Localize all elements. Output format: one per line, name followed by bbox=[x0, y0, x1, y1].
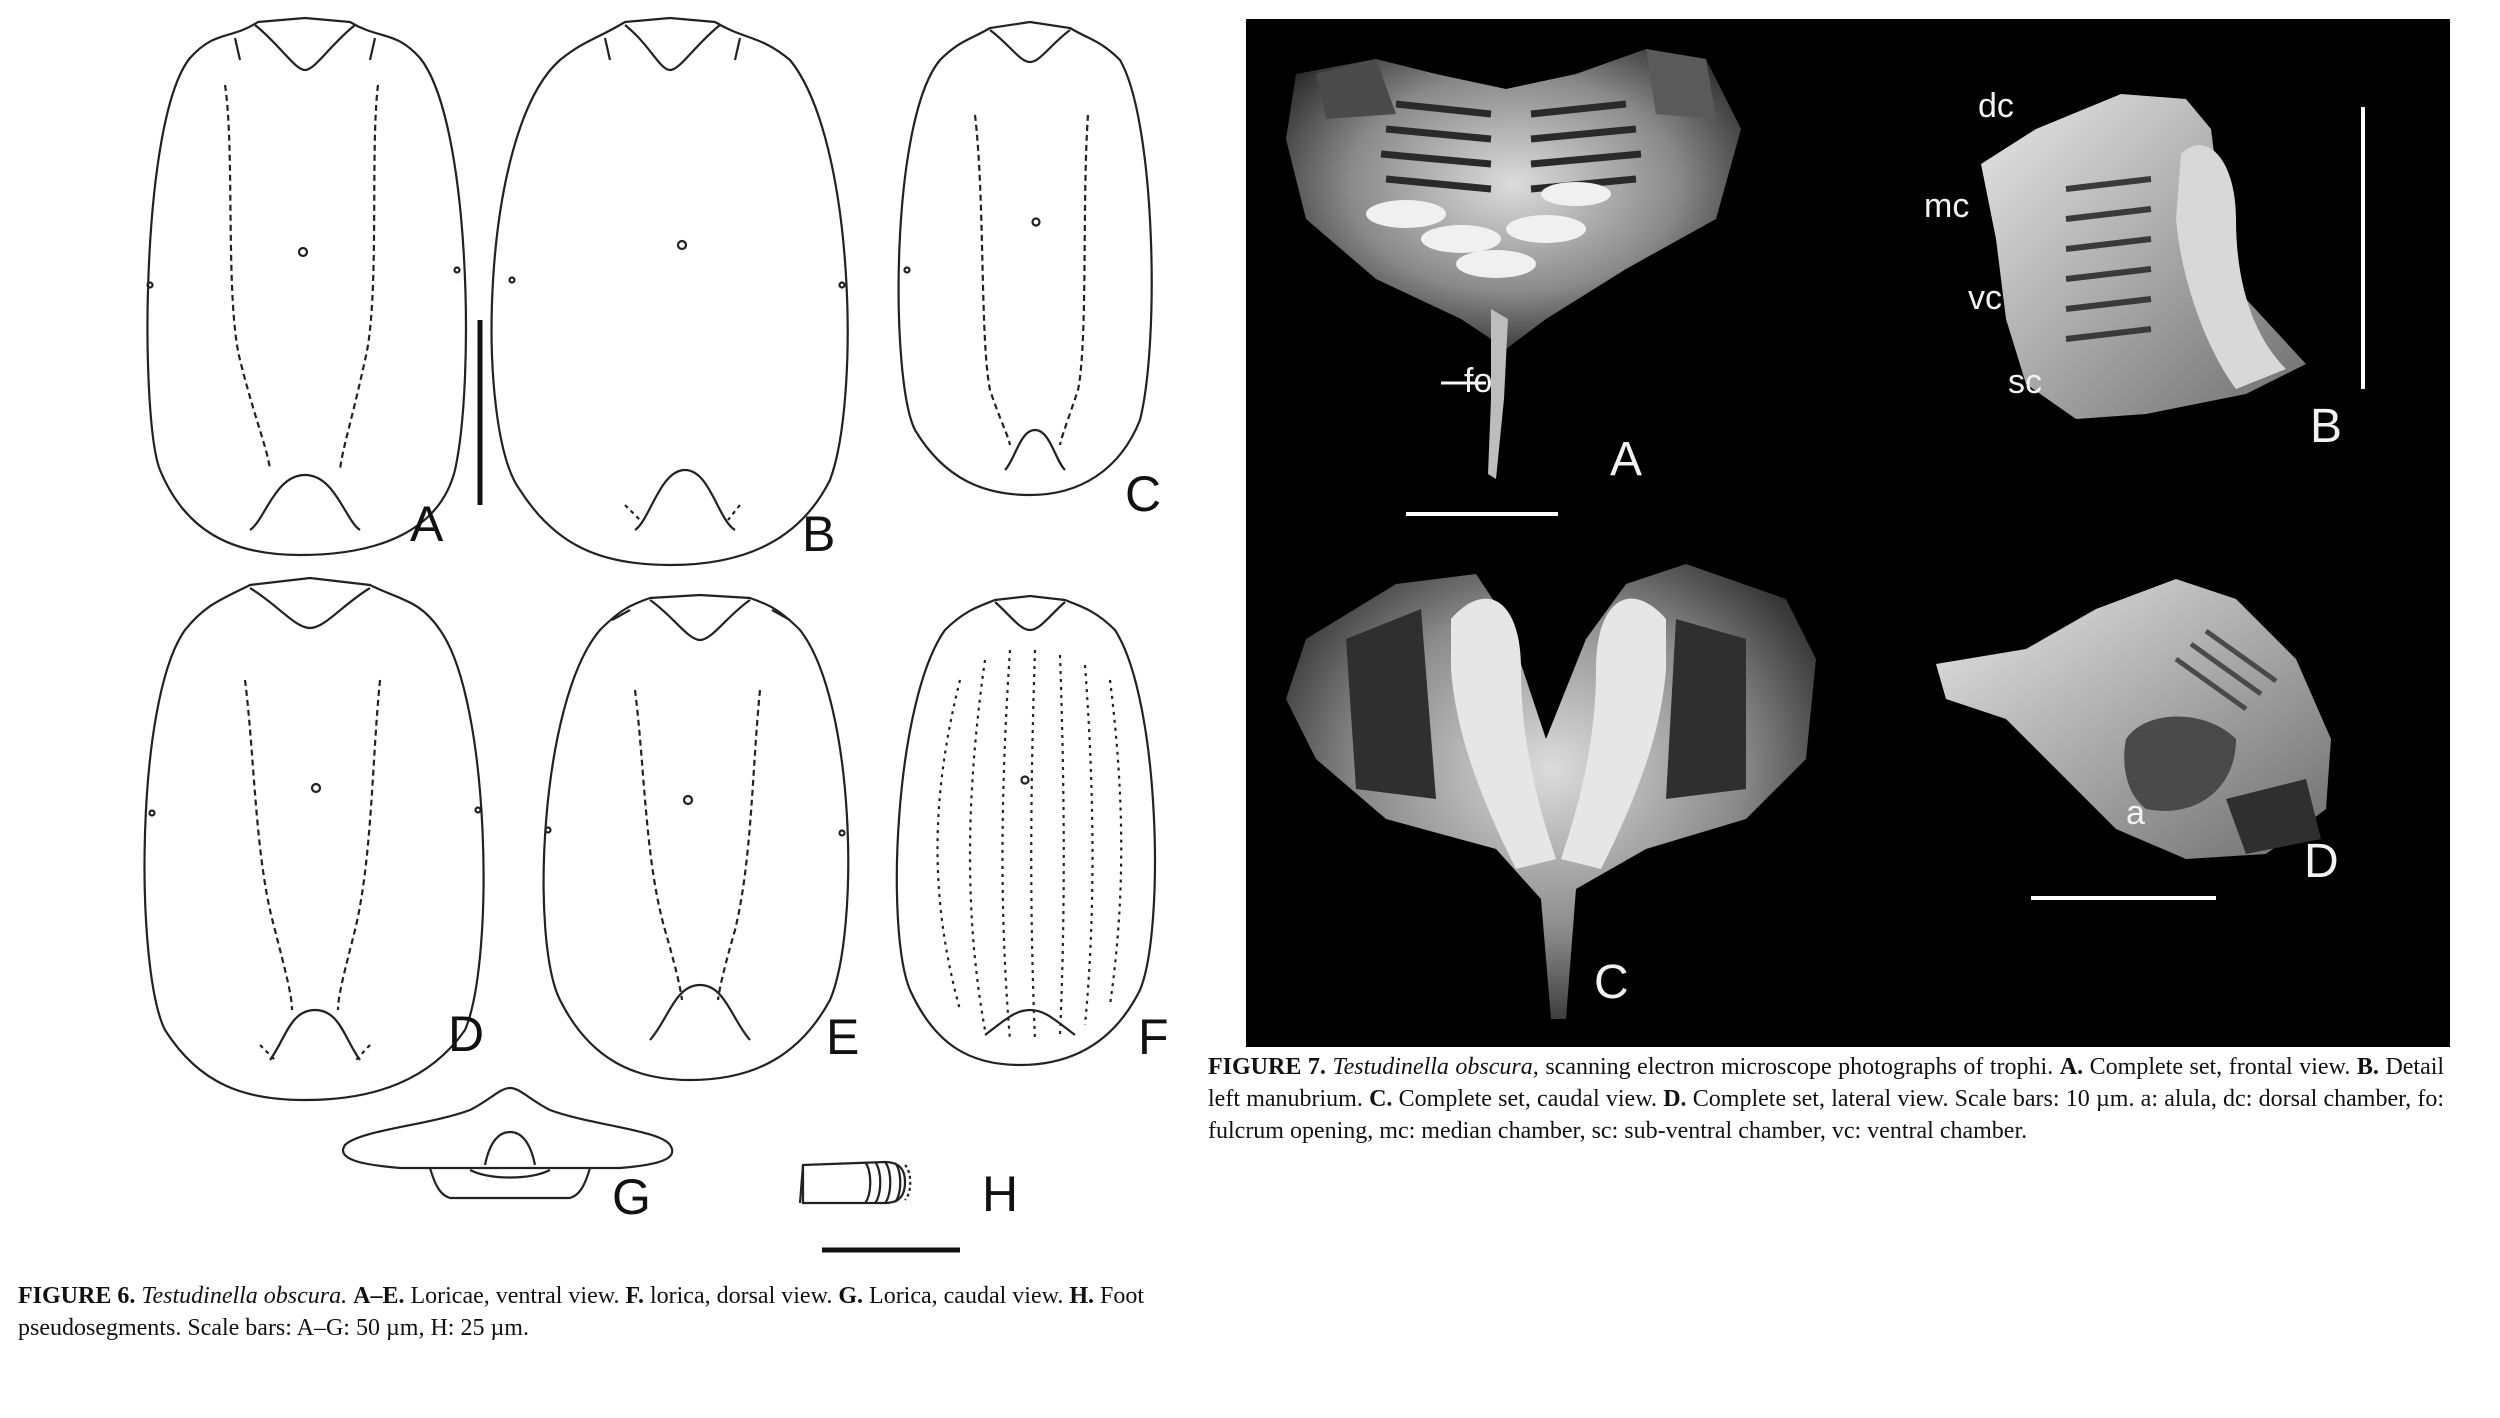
figure6-caption-h-text-2: pseudosegments. Scale bars: A–G: 50 µm, H: 25 µm. bbox=[18, 1315, 529, 1341]
figure6-caption-g-text: Lorica, caudal view. bbox=[869, 1283, 1064, 1309]
figure6-caption-ae-text: Loricae, ventral view. bbox=[410, 1283, 620, 1309]
lorica-drawing-d bbox=[145, 578, 484, 1100]
figure7-caption-b-text: Detail left manubrium. bbox=[1208, 1054, 2445, 1112]
lorica-drawing-a bbox=[148, 18, 466, 555]
lorica-drawing-f bbox=[897, 596, 1155, 1065]
figure7-sem-panel bbox=[1246, 19, 2450, 1047]
fig7-label-b: B bbox=[2310, 400, 2343, 453]
fig6-label-a: A bbox=[410, 496, 444, 552]
figure7-caption-species: Testudinella obscura, bbox=[1332, 1054, 1539, 1080]
figure7-caption-a-label: A. bbox=[2059, 1054, 2084, 1080]
annotation-vc: vc bbox=[1968, 279, 2002, 317]
lorica-drawing-c bbox=[899, 22, 1152, 495]
foot-pseudosegments-drawing-h bbox=[800, 1162, 910, 1203]
figure6-caption-f-text: lorica, dorsal view. bbox=[649, 1283, 833, 1309]
figure6-caption-h-label: H. bbox=[1069, 1283, 1095, 1309]
figure6-caption-ae-label: A–E. bbox=[353, 1283, 405, 1309]
figure7-caption-c-label: C. bbox=[1369, 1086, 1393, 1112]
figure7-caption-label: FIGURE 7. bbox=[1208, 1054, 1326, 1080]
fig6-label-c: C bbox=[1125, 466, 1162, 522]
sem-photographs bbox=[1246, 19, 2450, 1047]
figure7-caption-d-text: Complete set, lateral view. Scale bars: 10 µm. a: alula, dc: dorsal chamber, fo: fulcrum opening, mc: median chamber, sc: sub-ventral chamber, vc: ventral chamber. bbox=[1208, 1086, 2445, 1144]
figure6-caption-species: Testudinella obscura. bbox=[141, 1283, 348, 1309]
figure6-caption bbox=[18, 1280, 1318, 1344]
fig7-label-c: C bbox=[1594, 956, 1629, 1009]
fig6-label-f: F bbox=[1138, 1009, 1169, 1065]
figure6-caption-f-label: F. bbox=[625, 1283, 644, 1309]
figure6-caption-label: FIGURE 6. bbox=[18, 1283, 136, 1309]
figure7-caption-intro: scanning electron microscope photographs of trophi. bbox=[1545, 1054, 2054, 1080]
lorica-drawing-e bbox=[544, 595, 849, 1080]
fig6-label-e: E bbox=[826, 1009, 860, 1065]
figure7-caption bbox=[1208, 1051, 2444, 1147]
fig6-label-b: B bbox=[802, 506, 836, 562]
figure7-caption-d-label: D. bbox=[1663, 1086, 1687, 1112]
sem-trophi-frontal-a bbox=[1286, 49, 1741, 514]
fig6-label-d: D bbox=[448, 1006, 485, 1062]
annotation-dc: dc bbox=[1978, 87, 2014, 125]
annotation-mc: mc bbox=[1924, 187, 1970, 225]
sem-trophi-lateral-d bbox=[1936, 579, 2331, 898]
figure7-caption-b-label: B. bbox=[2356, 1054, 2379, 1080]
fig7-label-d: D bbox=[2304, 835, 2339, 888]
figure6-drawings bbox=[0, 0, 1240, 1260]
annotation-a: a bbox=[2126, 794, 2145, 832]
annotation-fo: fo bbox=[1464, 362, 1493, 400]
annotation-sc: sc bbox=[2008, 363, 2042, 401]
fig6-label-g: G bbox=[612, 1169, 651, 1225]
figure7-caption-c-text: Complete set, caudal view. bbox=[1398, 1086, 1657, 1112]
lorica-drawing-b bbox=[492, 18, 848, 565]
figure7-caption-a-text: Complete set, frontal view. bbox=[2089, 1054, 2351, 1080]
fig6-label-h: H bbox=[982, 1166, 1019, 1222]
figure6-caption-g-label: G. bbox=[838, 1283, 864, 1309]
figure6-caption-h-text-1: Foot bbox=[1100, 1283, 1145, 1309]
fig7-label-a: A bbox=[1610, 433, 1643, 486]
sem-trophi-caudal-c bbox=[1286, 564, 1816, 1019]
